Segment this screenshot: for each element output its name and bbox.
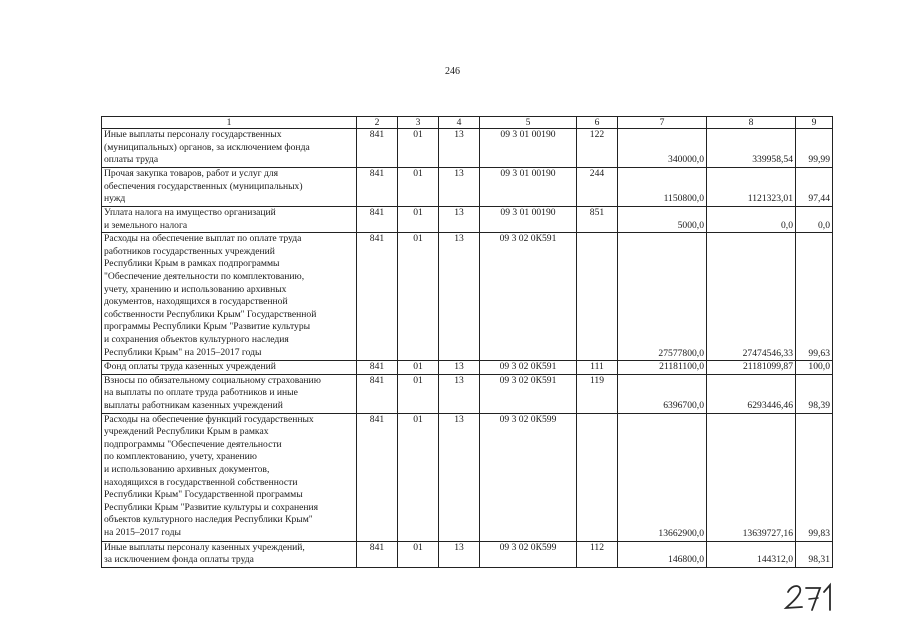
subsection-cell: 13 <box>439 413 480 541</box>
column-header: 5 <box>480 117 577 129</box>
subsection-cell: 13 <box>439 361 480 375</box>
expense-type-cell: 122 <box>577 129 618 168</box>
section-cell: 01 <box>398 168 439 207</box>
target-article-cell: 09 3 01 00190 <box>480 129 577 168</box>
expense-type-cell: 244 <box>577 168 618 207</box>
table-row <box>102 413 833 541</box>
column-header: 2 <box>357 117 398 129</box>
section-cell: 01 <box>398 413 439 541</box>
subsection-cell: 13 <box>439 541 480 567</box>
percent-cell: 98,31 <box>796 541 833 567</box>
header-row <box>102 117 833 129</box>
column-header: 8 <box>707 117 796 129</box>
executed-amount-cell: 1121323,01 <box>707 168 796 207</box>
planned-amount-cell: 27577800,0 <box>618 233 707 361</box>
target-article-cell: 09 3 02 0К599 <box>480 541 577 567</box>
row-name-cell: Прочая закупка товаров, работ и услуг для обеспечения государственных (муниципальных) нужд <box>102 168 357 207</box>
expense-type-cell <box>577 233 618 361</box>
subsection-cell: 13 <box>439 233 480 361</box>
column-header: 3 <box>398 117 439 129</box>
handwritten-page-number <box>780 580 850 614</box>
executed-amount-cell: 144312,0 <box>707 541 796 567</box>
row-name-cell: Расходы на обеспечение функций государственных учреждений Республики Крым в рамках подпрограммы "Обеспечение деятельности по комплектованию, учету, хранению и использованию архивных документов, находящихся в государственной собственности Республики Крым" Государственной программы Республики Крым "Развитие культуры и сохранения объектов культурного наследия Республики Крым" на 2015–2017 годы <box>102 413 357 541</box>
planned-amount-cell: 21181100,0 <box>618 361 707 375</box>
column-header: 4 <box>439 117 480 129</box>
percent-cell: 100,0 <box>796 361 833 375</box>
section-cell: 01 <box>398 361 439 375</box>
admin-code-cell: 841 <box>357 233 398 361</box>
percent-cell: 97,44 <box>796 168 833 207</box>
row-name-cell: Фонд оплаты труда казенных учреждений <box>102 361 357 375</box>
percent-cell: 0,0 <box>796 207 833 233</box>
column-header: 9 <box>796 117 833 129</box>
percent-cell: 99,99 <box>796 129 833 168</box>
expense-type-cell: 112 <box>577 541 618 567</box>
target-article-cell: 09 3 01 00190 <box>480 168 577 207</box>
table-row <box>102 207 833 233</box>
executed-amount-cell: 0,0 <box>707 207 796 233</box>
planned-amount-cell: 5000,0 <box>618 207 707 233</box>
percent-cell: 98,39 <box>796 374 833 413</box>
column-header: 6 <box>577 117 618 129</box>
expense-type-cell: 119 <box>577 374 618 413</box>
section-cell: 01 <box>398 541 439 567</box>
subsection-cell: 13 <box>439 129 480 168</box>
expense-type-cell <box>577 413 618 541</box>
subsection-cell: 13 <box>439 207 480 233</box>
section-cell: 01 <box>398 129 439 168</box>
admin-code-cell: 841 <box>357 129 398 168</box>
percent-cell: 99,83 <box>796 413 833 541</box>
column-header: 1 <box>102 117 357 129</box>
admin-code-cell: 841 <box>357 374 398 413</box>
table-row <box>102 374 833 413</box>
admin-code-cell: 841 <box>357 541 398 567</box>
row-name-cell: Уплата налога на имущество организаций и земельного налога <box>102 207 357 233</box>
target-article-cell: 09 3 02 0К599 <box>480 413 577 541</box>
admin-code-cell: 841 <box>357 413 398 541</box>
planned-amount-cell: 1150800,0 <box>618 168 707 207</box>
row-name-cell: Расходы на обеспечение выплат по оплате труда работников государственных учреждений Республики Крым в рамках подпрограммы "Обеспечение деятельности по комплектованию, учету, хранению и использованию архивных документов, находящихся в государственной собственности Республики Крым" Государственной программы Республики Крым "Развитие культуры и сохранения объектов культурного наследия Республики Крым" на 2015–2017 годы <box>102 233 357 361</box>
section-cell: 01 <box>398 374 439 413</box>
executed-amount-cell: 21181099,87 <box>707 361 796 375</box>
executed-amount-cell: 13639727,16 <box>707 413 796 541</box>
budget-table <box>101 116 833 568</box>
target-article-cell: 09 3 01 00190 <box>480 207 577 233</box>
table-row <box>102 129 833 168</box>
row-name-cell: Иные выплаты персоналу государственных (муниципальных) органов, за исключением фонда оплаты труда <box>102 129 357 168</box>
admin-code-cell: 841 <box>357 168 398 207</box>
table-row <box>102 361 833 375</box>
row-name-cell: Взносы по обязательному социальному страхованию на выплаты по оплате труда работников и иные выплаты работникам казенных учреждений <box>102 374 357 413</box>
expense-type-cell: 111 <box>577 361 618 375</box>
admin-code-cell: 841 <box>357 361 398 375</box>
target-article-cell: 09 3 02 0К591 <box>480 233 577 361</box>
executed-amount-cell: 339958,54 <box>707 129 796 168</box>
row-name-cell: Иные выплаты персоналу казенных учреждений, за исключением фонда оплаты труда <box>102 541 357 567</box>
subsection-cell: 13 <box>439 168 480 207</box>
admin-code-cell: 841 <box>357 207 398 233</box>
target-article-cell: 09 3 02 0К591 <box>480 374 577 413</box>
section-cell: 01 <box>398 207 439 233</box>
table-row <box>102 541 833 567</box>
planned-amount-cell: 13662900,0 <box>618 413 707 541</box>
planned-amount-cell: 6396700,0 <box>618 374 707 413</box>
section-cell: 01 <box>398 233 439 361</box>
table-row <box>102 168 833 207</box>
planned-amount-cell: 340000,0 <box>618 129 707 168</box>
planned-amount-cell: 146800,0 <box>618 541 707 567</box>
table-row <box>102 233 833 361</box>
executed-amount-cell: 6293446,46 <box>707 374 796 413</box>
executed-amount-cell: 27474546,33 <box>707 233 796 361</box>
target-article-cell: 09 3 02 0К591 <box>480 361 577 375</box>
subsection-cell: 13 <box>439 374 480 413</box>
page-number: 246 <box>445 66 460 77</box>
column-header: 7 <box>618 117 707 129</box>
percent-cell: 99,63 <box>796 233 833 361</box>
expense-type-cell: 851 <box>577 207 618 233</box>
